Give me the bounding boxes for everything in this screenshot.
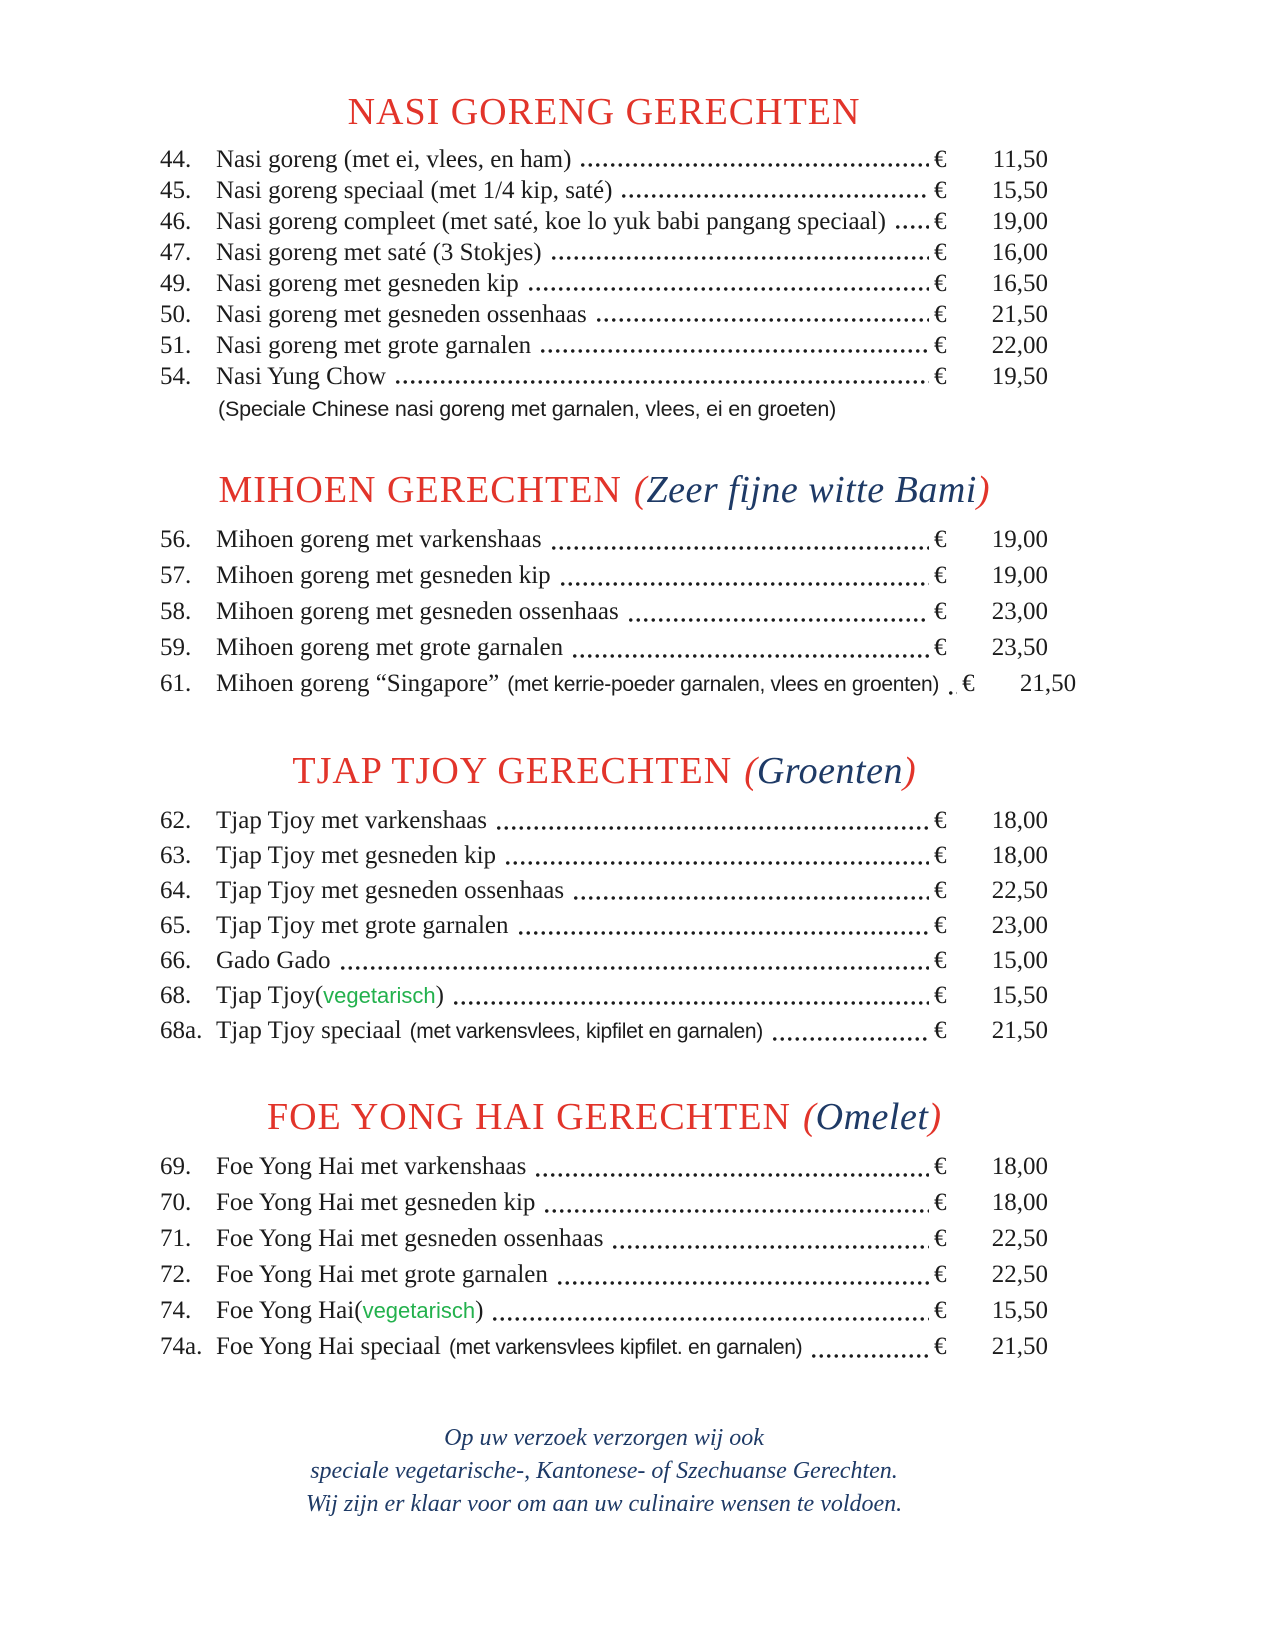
dotted-leader (339, 943, 929, 978)
item-name: Mihoen goreng met gesneden ossenhaas (216, 598, 619, 625)
currency-symbol: € (934, 1153, 947, 1180)
currency-symbol: € (934, 947, 947, 974)
item-number: 63. (160, 842, 192, 869)
dotted-leader (771, 1013, 929, 1049)
item-name: Tjap Tjoy (216, 982, 315, 1009)
menu-item-row (160, 978, 1048, 1013)
item-price (934, 873, 1048, 908)
dotted-leader (452, 978, 929, 1013)
price-amount: 21,50 (1019, 670, 1077, 697)
dotted-leader (556, 1257, 929, 1293)
section-subtitle: Zeer fijne witte Bami (646, 469, 977, 511)
menu-section (160, 468, 1077, 703)
currency-symbol: € (934, 1333, 947, 1360)
item-name: Nasi goreng met grote garnalen (216, 332, 532, 359)
veg-close-paren: ) (435, 982, 444, 1009)
price-amount: 18,00 (991, 1153, 1048, 1180)
section-subtitle: Omelet (815, 1096, 929, 1138)
price-amount: 22,50 (991, 877, 1048, 904)
section-title-text: MIHOEN GERECHTEN (218, 469, 622, 511)
currency-symbol: € (934, 526, 947, 553)
dotted-leader (571, 630, 929, 666)
price-amount: 18,00 (991, 1189, 1048, 1216)
menu-item-row (160, 838, 1048, 873)
menu-item-row (160, 175, 1048, 206)
item-number: 59. (160, 634, 192, 661)
dotted-leader (627, 594, 929, 630)
dotted-leader (595, 299, 929, 330)
subtitle-open-paren: ( (744, 750, 757, 792)
item-name: Nasi Yung Chow (216, 363, 386, 390)
item-price (934, 594, 1048, 630)
item-detail: (met kerrie-poeder garnalen, vlees en groenten) (507, 673, 940, 696)
item-name: Tjap Tjoy met gesneden ossenhaas (216, 877, 565, 904)
price-amount: 19,50 (991, 363, 1048, 390)
dotted-leader (579, 144, 929, 175)
dotted-leader (504, 838, 929, 873)
currency-symbol: € (934, 912, 947, 939)
section-title (160, 90, 1048, 134)
price-amount: 16,00 (991, 239, 1048, 266)
menu-item-row (160, 873, 1048, 908)
item-price (934, 558, 1048, 594)
currency-symbol: € (934, 1017, 947, 1044)
currency-symbol: € (934, 332, 947, 359)
currency-symbol: € (934, 177, 947, 204)
menu-item-row (160, 1329, 1048, 1366)
menu-section (160, 90, 1048, 422)
currency-symbol: € (934, 807, 947, 834)
dotted-leader (543, 1185, 929, 1221)
item-price (934, 803, 1048, 838)
item-name: Foe Yong Hai speciaal (216, 1333, 441, 1360)
price-amount: 21,50 (991, 1333, 1048, 1360)
item-number: 47. (160, 239, 192, 266)
section-title-text: FOE YONG HAI GERECHTEN (266, 1096, 791, 1138)
dotted-leader (550, 237, 929, 268)
menu-item-row (160, 299, 1048, 330)
price-amount: 23,00 (991, 912, 1048, 939)
item-name: Tjap Tjoy met grote garnalen (216, 912, 509, 939)
item-vegetarisch-label: vegetarisch (323, 983, 436, 1008)
menu-footer (160, 1422, 1048, 1521)
menu-content (160, 90, 1077, 1521)
item-price (934, 175, 1048, 206)
currency-symbol: € (934, 363, 947, 390)
item-name: Mihoen goreng met varkenshaas (216, 526, 542, 553)
price-amount: 15,50 (991, 177, 1048, 204)
item-number: 68a. (160, 1017, 203, 1044)
item-number: 74a. (160, 1333, 203, 1360)
item-price (934, 268, 1048, 299)
item-name: Nasi goreng (met ei, vlees, en ham) (216, 146, 572, 173)
dotted-leader (947, 666, 957, 703)
item-price (934, 206, 1048, 237)
item-number: 57. (160, 562, 192, 589)
veg-open-paren: ( (314, 982, 324, 1009)
menu-item-row (160, 908, 1048, 943)
price-amount: 18,00 (991, 842, 1048, 869)
dotted-leader (394, 361, 929, 392)
item-price (934, 1329, 1048, 1365)
item-name: Gado Gado (216, 947, 331, 974)
item-price (934, 630, 1048, 666)
price-amount: 19,00 (991, 562, 1048, 589)
item-price (934, 1221, 1048, 1257)
dotted-leader (539, 330, 929, 361)
menu-item-row (160, 630, 1048, 666)
menu-item-row (160, 666, 1077, 703)
item-price (934, 522, 1048, 558)
section-note: (Speciale Chinese nasi goreng met garnalen, vlees, ei en groeten) (218, 397, 837, 421)
item-number: 71. (160, 1225, 192, 1252)
item-number: 45. (160, 177, 192, 204)
item-name: Foe Yong Hai met gesneden ossenhaas (216, 1225, 604, 1252)
menu-item-row (160, 206, 1048, 237)
item-price (934, 1149, 1048, 1185)
menu-item-row (160, 943, 1048, 978)
footer-line: speciale vegetarische-, Kantonese- of Szechuanse Gerechten. (310, 1458, 898, 1484)
menu-item-row (160, 268, 1048, 299)
currency-symbol: € (934, 877, 947, 904)
item-number: 64. (160, 877, 192, 904)
price-amount: 23,00 (991, 598, 1048, 625)
dotted-leader (550, 522, 929, 558)
item-number: 65. (160, 912, 192, 939)
menu-item-row (160, 144, 1048, 175)
item-price (934, 237, 1048, 268)
item-number: 62. (160, 807, 192, 834)
dotted-leader (534, 1149, 929, 1185)
item-vegetarisch-label: vegetarisch (362, 1298, 476, 1323)
currency-symbol: € (934, 239, 947, 266)
item-price (934, 908, 1048, 943)
subtitle-close-paren: ) (902, 750, 916, 792)
price-amount: 19,00 (991, 208, 1048, 235)
item-name: Nasi goreng met gesneden ossenhaas (216, 301, 587, 328)
menu-item-row (160, 558, 1048, 594)
item-number: 70. (160, 1189, 192, 1216)
item-number: 58. (160, 598, 192, 625)
currency-symbol: € (934, 301, 947, 328)
currency-symbol: € (934, 1297, 947, 1324)
item-price (962, 666, 1076, 702)
menu-sections (160, 90, 1077, 1366)
dotted-leader (894, 206, 929, 237)
veg-close-paren: ) (475, 1297, 484, 1324)
price-amount: 15,50 (991, 982, 1048, 1009)
price-amount: 16,50 (991, 270, 1048, 297)
dotted-leader (620, 175, 929, 206)
price-amount: 15,00 (991, 947, 1048, 974)
menu-item-row (160, 1185, 1048, 1221)
item-detail: (met varkensvlees kipfilet. en garnalen) (448, 1336, 803, 1359)
item-number: 50. (160, 301, 192, 328)
dotted-leader (559, 558, 929, 594)
menu-item-row (160, 361, 1048, 392)
subtitle-open-paren: ( (803, 1096, 816, 1138)
item-price (934, 978, 1048, 1013)
section-title-text: TJAP TJOY GERECHTEN (292, 750, 733, 792)
currency-symbol: € (934, 982, 947, 1009)
item-name: Foe Yong Hai met grote garnalen (216, 1261, 548, 1288)
menu-section (160, 1095, 1048, 1366)
menu-item-row (160, 237, 1048, 268)
item-number: 74. (160, 1297, 192, 1324)
currency-symbol: € (934, 562, 947, 589)
section-title (160, 468, 1048, 512)
item-name: Foe Yong Hai met varkenshaas (216, 1153, 527, 1180)
price-amount: 22,50 (991, 1225, 1048, 1252)
menu-item-row (160, 1257, 1048, 1293)
item-name: Nasi goreng met saté (3 Stokjes) (216, 239, 542, 266)
item-name: Nasi goreng met gesneden kip (216, 270, 519, 297)
item-number: 61. (160, 670, 192, 697)
item-price (934, 1293, 1048, 1329)
item-number: 46. (160, 208, 192, 235)
price-amount: 21,50 (991, 301, 1048, 328)
item-number: 68. (160, 982, 192, 1009)
price-amount: 21,50 (991, 1017, 1048, 1044)
menu-item-row (160, 1149, 1048, 1185)
menu-item-row (160, 330, 1048, 361)
menu-item-row (160, 803, 1048, 838)
item-name: Tjap Tjoy speciaal (216, 1017, 402, 1044)
section-title (160, 749, 1048, 793)
item-price (934, 1185, 1048, 1221)
item-price (934, 330, 1048, 361)
item-price (934, 1013, 1048, 1048)
currency-symbol: € (962, 670, 975, 697)
item-name: Nasi goreng speciaal (met 1/4 kip, saté) (216, 177, 613, 204)
item-number: 56. (160, 526, 192, 553)
veg-open-paren: ( (354, 1297, 363, 1324)
dotted-leader (517, 908, 930, 943)
section-title-text: NASI GORENG GERECHTEN (347, 91, 861, 133)
currency-symbol: € (934, 1225, 947, 1252)
menu-item-row (160, 1013, 1048, 1049)
menu-item-row (160, 1221, 1048, 1257)
price-amount: 22,00 (991, 332, 1048, 359)
item-number: 54. (160, 363, 192, 390)
item-name: Tjap Tjoy met varkenshaas (216, 807, 487, 834)
menu-item-row (160, 522, 1048, 558)
item-name: Tjap Tjoy met gesneden kip (216, 842, 497, 869)
item-name: Nasi goreng compleet (met saté, koe lo yuk babi pangang speciaal) (216, 208, 886, 235)
price-amount: 18,00 (991, 807, 1048, 834)
dotted-leader (611, 1221, 929, 1257)
currency-symbol: € (934, 1189, 947, 1216)
price-amount: 19,00 (991, 526, 1048, 553)
subtitle-close-paren: ) (928, 1096, 942, 1138)
item-number: 44. (160, 146, 192, 173)
menu-section (160, 749, 1048, 1049)
item-name: Mihoen goreng met gesneden kip (216, 562, 551, 589)
subtitle-open-paren: ( (633, 469, 647, 511)
item-number: 51. (160, 332, 192, 359)
item-name: Mihoen goreng “Singapore” (216, 670, 500, 697)
item-number: 72. (160, 1261, 192, 1288)
item-detail: (met varkensvlees, kipfilet en garnalen) (409, 1020, 763, 1043)
item-price (934, 361, 1048, 392)
item-price (934, 299, 1048, 330)
price-amount: 23,50 (991, 634, 1048, 661)
dotted-leader (527, 268, 929, 299)
item-price (934, 144, 1048, 175)
section-subtitle: Groenten (756, 750, 903, 792)
item-price (934, 1257, 1048, 1293)
currency-symbol: € (934, 1261, 947, 1288)
price-amount: 15,50 (991, 1297, 1048, 1324)
item-number: 49. (160, 270, 192, 297)
item-price (934, 838, 1048, 873)
item-number: 66. (160, 947, 192, 974)
currency-symbol: € (934, 842, 947, 869)
dotted-leader (491, 1293, 929, 1329)
menu-item-row (160, 594, 1048, 630)
dotted-leader (495, 803, 929, 838)
item-number: 69. (160, 1153, 192, 1180)
currency-symbol: € (934, 270, 947, 297)
price-amount: 11,50 (992, 146, 1048, 173)
menu-item-row (160, 1293, 1048, 1329)
dotted-leader (810, 1329, 929, 1366)
currency-symbol: € (934, 146, 947, 173)
subtitle-close-paren: ) (976, 469, 990, 511)
footer-line: Wij zijn er klaar voor om aan uw culinaire wensen te voldoen. (305, 1491, 903, 1517)
dotted-leader (572, 873, 929, 908)
item-name: Foe Yong Hai (216, 1297, 355, 1324)
footer-line: Op uw verzoek verzorgen wij ook (444, 1425, 764, 1451)
currency-symbol: € (934, 598, 947, 625)
item-name: Mihoen goreng met grote garnalen (216, 634, 564, 661)
item-name: Foe Yong Hai met gesneden kip (216, 1189, 536, 1216)
section-title (160, 1095, 1048, 1139)
price-amount: 22,50 (991, 1261, 1048, 1288)
item-price (934, 943, 1048, 978)
currency-symbol: € (934, 634, 947, 661)
currency-symbol: € (934, 208, 947, 235)
